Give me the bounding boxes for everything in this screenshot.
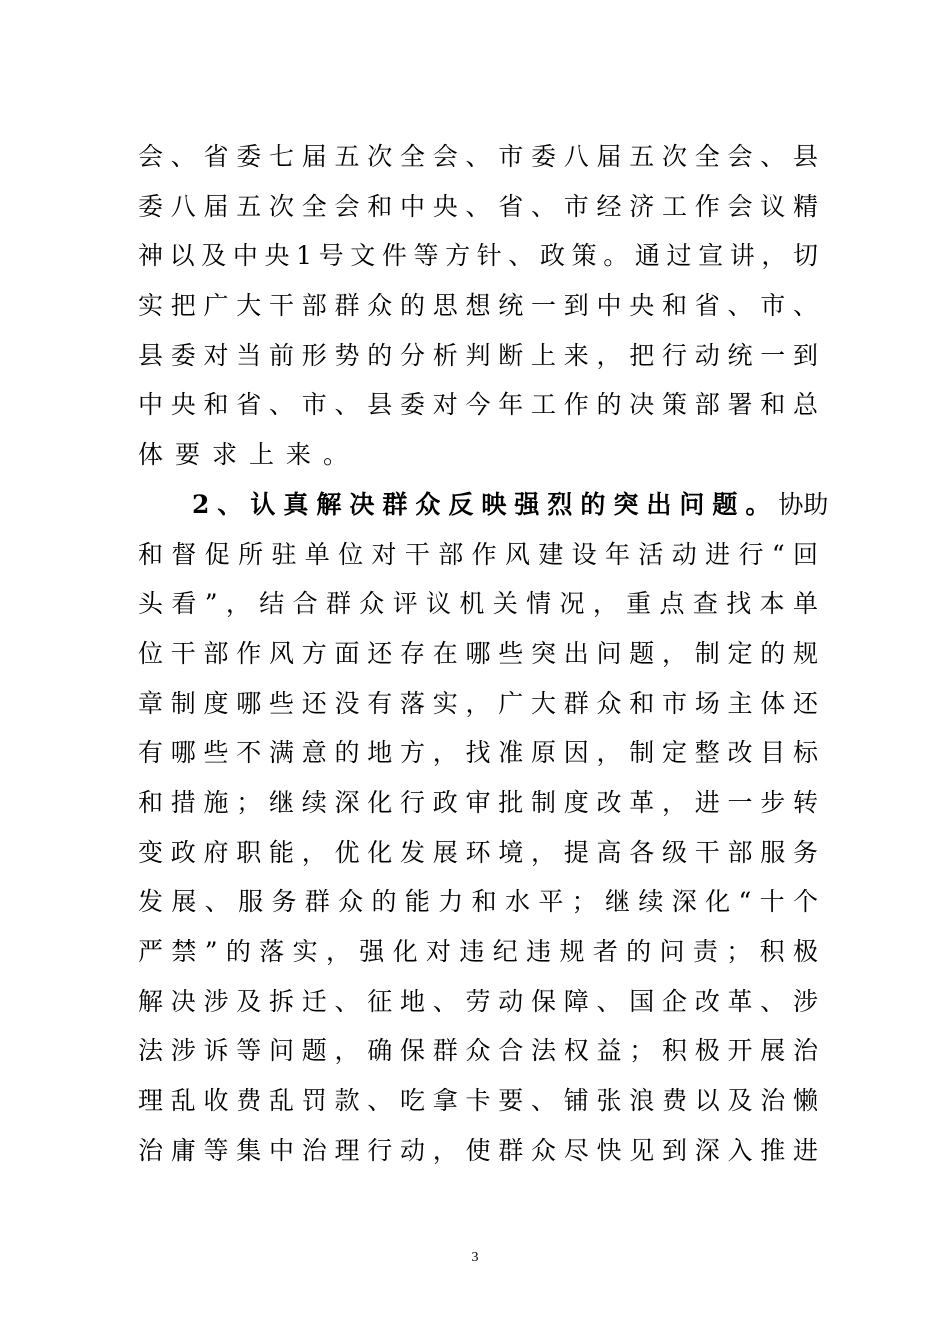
text-line: 章制度哪些还没有落实，广大群众和市场主体还 [138,688,818,718]
text-line: 头看”，结合群众评议机关情况，重点查找本单 [138,589,818,619]
text-line: 委八届五次全会和中央、省、市经济工作会议精 [138,191,818,221]
text-line: 解决涉及拆迁、征地、劳动保障、国企改革、涉 [138,986,818,1016]
text-line: 发展、服务群众的能力和水平；继续深化“十个 [138,887,818,917]
text-fragment: 协助 [778,489,829,519]
text-line: 会、省委七届五次全会、市委八届五次全会、县 [138,142,818,171]
text-line: 变政府职能，优化发展环境，提高各级干部服务 [138,837,818,867]
body-text [138,132,829,1175]
paragraph-2-first-line [138,480,829,530]
text-line: 体要求上来。 [138,440,361,470]
text-line: 和督促所驻单位对干部作风建设年活动进行“回 [138,539,818,569]
text-line: 治庸等集中治理行动，使群众尽快见到深入推进 [138,1135,818,1165]
text-line: 中央和省、市、县委对今年工作的决策部署和总 [138,390,818,420]
text-line: 神以及中央1号文件等方针、政策。通过宣讲，切 [138,241,818,271]
text-line: 严禁”的落实，强化对违纪违规者的问责；积极 [138,937,818,966]
text-line: 县委对当前形势的分析判断上来，把行动统一到 [138,340,818,370]
text-line: 有哪些不满意的地方，找准原因，制定整改目标 [138,738,818,768]
text-line: 和措施；继续深化行政审批制度改革，进一步转 [138,787,818,817]
page-number: 3 [471,1250,479,1265]
text-line: 法涉诉等问题，确保群众合法权益；积极开展治 [138,1036,818,1066]
text-line: 理乱收费乱罚款、吃拿卡要、铺张浪费以及治懒 [138,1086,818,1116]
text-line: 实把广大干部群众的思想统一到中央和省、市、 [138,291,818,321]
text-line: 位干部作风方面还存在哪些突出问题，制定的规 [138,638,818,668]
section-heading: 2、认真解决群众反映强烈的突出问题。 [192,489,779,519]
